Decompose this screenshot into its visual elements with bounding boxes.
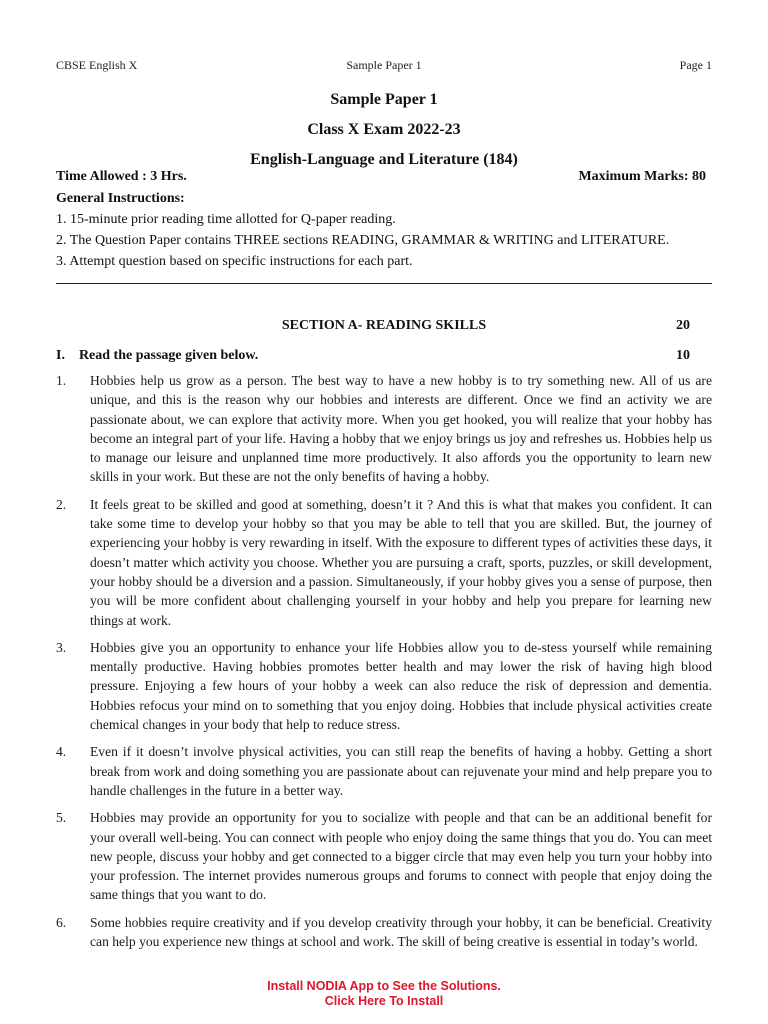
horizontal-divider (56, 283, 712, 284)
running-header (56, 58, 712, 76)
passage-paragraph (56, 371, 712, 487)
paragraph-number: 5. (56, 810, 67, 826)
paragraph-text: Hobbies give you an opportunity to enhance your life Hobbies allow you to de-stess yourself while remaining mentally productive. Having hobbies promotes better health and may lower the risk of having high blood pressure. Enjoying a few hours of your hobby a week can also reduce the risk of depression and dementia. Hobbies refocus your mind on to something that you enjoy doing. Hobbies that include physical activities create chemical changes in your body that help to reduce stress. (90, 639, 712, 733)
paragraph-number: 6. (56, 914, 67, 930)
paragraph-number: 1. (56, 373, 67, 388)
instruction-item: 1. 15-minute prior reading time allotted for Q-paper reading. (56, 212, 396, 227)
passage (56, 371, 712, 959)
passage-paragraph (56, 742, 712, 800)
instruction-item: 3. Attempt question based on specific instructions for each part. (56, 254, 413, 269)
general-instructions (56, 189, 712, 272)
question-heading (56, 348, 712, 368)
passage-paragraph (56, 495, 712, 630)
click-to-install-link[interactable]: Click Here To Install (324, 994, 444, 1008)
title-block (56, 88, 712, 172)
question-marks: 10 (676, 348, 690, 363)
maximum-marks: Maximum Marks: 80 (578, 169, 706, 184)
header-page-number: Page 1 (679, 58, 712, 72)
paragraph-text: Some hobbies require creativity and if you develop creativity through your hobby, it can be beneficial. Creativity can help you experience new things at school and work. The skill of being creative is essential in today’s world. (90, 914, 712, 950)
subject-title: English-Language and Literature (184) (250, 151, 518, 168)
section-title: SECTION A- READING SKILLS (281, 318, 487, 333)
instructions-title: General Instructions: (56, 191, 185, 206)
exam-title: Class X Exam 2022-23 (307, 121, 461, 138)
passage-paragraph (56, 808, 712, 904)
paragraph-number: 2. (56, 496, 67, 512)
header-paper-name: Sample Paper 1 (346, 58, 422, 72)
passage-paragraph (56, 638, 712, 734)
install-app-link[interactable]: Install NODIA App to See the Solutions. (267, 979, 501, 993)
paragraph-text: Hobbies help us grow as a person. The best way to have a new hobby is to try something new. All of us are unique, and this is the reason why our hobbies and interests are different. Once we find an activity we are passionate about, we can explore that activity more. When you get hooked, you will realize that your hobby has become an integral part of your life. Having a hobby that we enjoy brings us joy and refreshes us. Hobbies help us to manage our leisure and unplanned time more productively. It also affords you the opportunity to learn new skills in your work. But these are not the only benefits of having a hobby. (90, 373, 712, 485)
instruction-item: 2. The Question Paper contains THREE sections READING, GRAMMAR & WRITING and LITERATURE. (56, 233, 670, 248)
paragraph-number: 3. (56, 639, 67, 655)
app-promo-footer[interactable] (0, 979, 768, 1009)
paragraph-text: Even if it doesn’t involve physical activities, you can still reap the benefits of having a hobby. Getting a short break from work and doing something you are passionate about can rejuvenate your mind and help prepare you to handle challenges in the future in a better way. (90, 744, 712, 798)
section-marks: 20 (676, 318, 690, 333)
paragraph-text: Hobbies may provide an opportunity for you to socialize with people and that can be an additional benefit for your overall well-being. You can connect with people who enjoy doing the same things that you do. You can meet new people, discuss your hobby and get connected to a bigger circle that may even help you turn your hobby into your profession. The internet provides numerous groups and forums to connect with people that enjoy doing the same things that you want to do. (90, 810, 712, 903)
paragraph-number: 4. (56, 744, 67, 760)
exam-meta (56, 169, 712, 189)
passage-paragraph (56, 913, 712, 952)
header-subject: CBSE English X (56, 58, 138, 72)
paper-title: Sample Paper 1 (330, 91, 438, 108)
paragraph-text: It feels great to be skilled and good at something, doesn’t it ? And this is what that makes you confident. It can take some time to develop your hobby so that you may be able to tell that you are skilled. But, the journey of experiencing your hobby is very rewarding in itself. With the exposure to different types of activities these days, it doesn’t matter which activity you choose. Whether you are pursuing a craft, sports, puzzles, or skill development, your hobby should be a diversion and a passion. Simultaneously, if your hobby gives you a sense of purpose, then you will be more confident about challenging yourself in your hobby and help you prepare for learning new things at work. (90, 496, 712, 628)
section-heading (56, 318, 712, 338)
time-allowed: Time Allowed : 3 Hrs. (56, 169, 187, 184)
question-label: I. Read the passage given below. (56, 348, 259, 363)
